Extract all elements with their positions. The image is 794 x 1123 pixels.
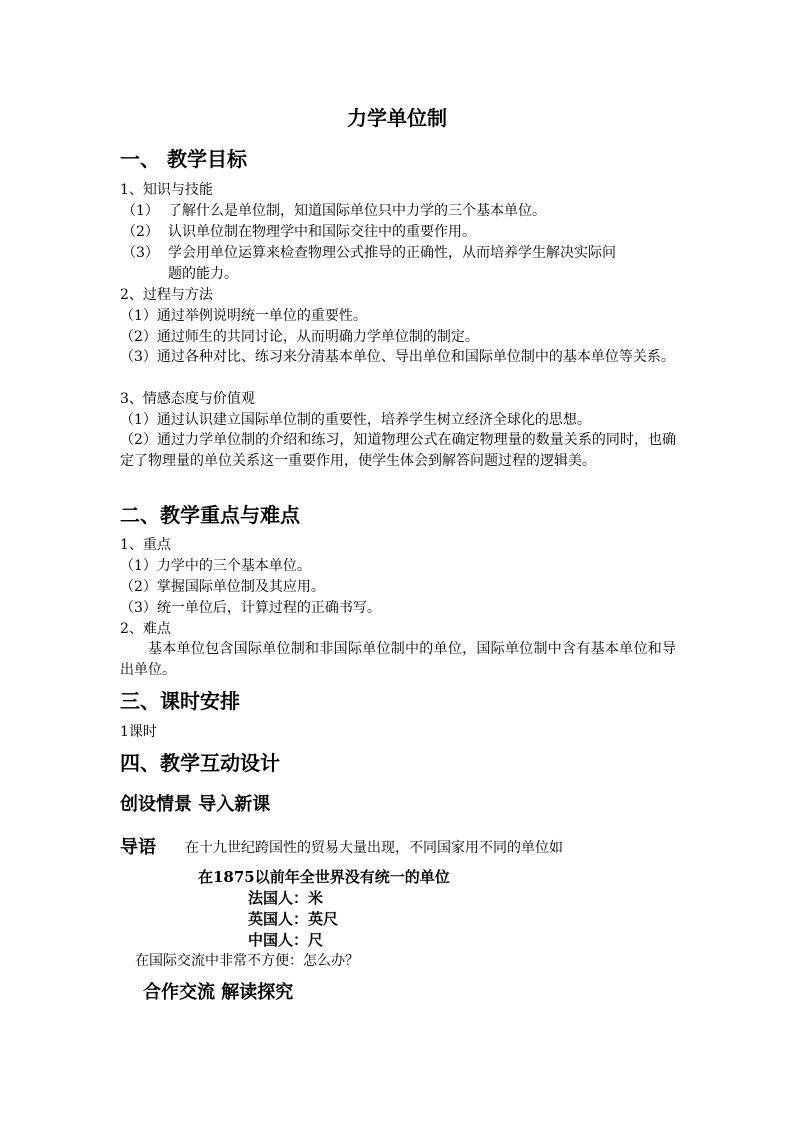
subheading-process-methods: 2、过程与方法 [120, 287, 213, 303]
subheading-scenario: 创设情景 导入新课 [120, 794, 271, 815]
list-item: （1）力学中的三个基本单位。 [120, 558, 311, 574]
list-item: （3）通过各种对比、练习来分清基本单位、导出单位和国际单位制中的基本单位等关系。 [120, 349, 675, 365]
list-item: （1）通过举例说明统一单位的重要性。 [120, 308, 367, 324]
list-item: （2）掌握国际单位制及其应用。 [120, 579, 325, 595]
section-heading-interactive-design: 四、教学互动设计 [120, 751, 280, 775]
list-item: （2）通过师生的共同讨论，从而明确力学单位制的制定。 [120, 329, 479, 345]
list-item-number: （2） [122, 224, 159, 240]
list-item-number: （3） [122, 245, 159, 261]
list-item: （2）通过力学单位制的介绍和练习，知道物理公式在确定物理量的数量关系的同时，也确定了物理量的单位关系这一重要作用，使学生体会到解答问题过程的逻辑美。 [120, 432, 676, 469]
subheading-attitudes-values: 3、情感态度与价值观 [120, 391, 255, 407]
schedule-text: 1课时 [120, 724, 157, 740]
list-item: 认识单位制在物理学中和国际交往中的重要作用。 [168, 224, 476, 240]
list-item: （3）统一单位后，计算过程的正确书写。 [120, 600, 381, 616]
unit-example: 英国人：英尺 [248, 910, 339, 928]
unit-example: 法国人：米 [248, 889, 324, 907]
intro-text: 在十九世纪跨国性的贸易大量出现，不同国家用不同的单位如 [185, 840, 563, 856]
question-text: 在国际交流中非常不方便：怎么办？ [135, 953, 359, 969]
subheading-key-points: 1、重点 [120, 537, 171, 553]
subheading-cooperation: 合作交流 解读探究 [143, 982, 294, 1003]
section-heading-schedule: 三、课时安排 [120, 689, 240, 713]
section-heading-key-points: 二、教学重点与难点 [120, 503, 300, 527]
intro-label: 导语 [120, 837, 156, 858]
list-item-number: （1） [122, 203, 159, 219]
list-item: （1）通过认识建立国际单位制的重要性，培养学生树立经济全球化的思想。 [120, 412, 591, 428]
unit-example: 中国人：尺 [248, 931, 324, 949]
section-heading-objectives: 一、 教学目标 [120, 147, 247, 171]
list-item: 学会用单位运算来检查物理公式推导的正确性，从而培养学生解决实际问 [168, 245, 616, 261]
list-item-continuation: 题的能力。 [168, 266, 238, 282]
difficulties-paragraph: 基本单位包含国际单位制和非国际单位制中的单位，国际单位制中含有基本单位和导出单位。 [120, 641, 676, 678]
history-statement: 在1875以前年全世界没有统一的单位 [198, 868, 450, 886]
list-item: 了解什么是单位制，知道国际单位只中力学的三个基本单位。 [168, 203, 546, 219]
subheading-difficulties: 2、难点 [120, 621, 171, 637]
subheading-knowledge-skills: 1、知识与技能 [120, 182, 213, 198]
page-title: 力学单位制 [347, 106, 447, 130]
